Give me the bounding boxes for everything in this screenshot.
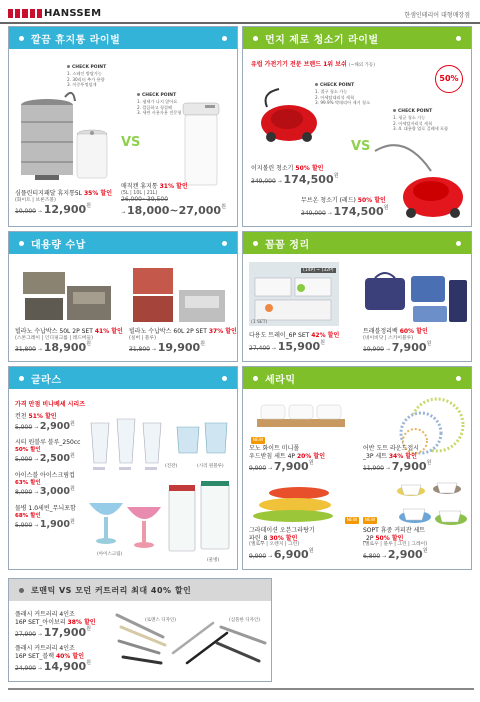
product-vacuum-easy[interactable]: 이지볼린 청소기 50% 할인 349,000 → 174,500원 [251,165,339,186]
gratin-dishes-image [249,483,345,523]
glass-subtitle: 가격 만점 비나베세 시리즈 [15,401,86,408]
water-jugs-image [167,481,233,555]
product-city-blue[interactable]: 시티 원블루 블루_250cc 50% 할인 5,000 → 2,500원 [15,439,81,465]
small-bin-image [75,127,109,181]
product-cutlery-black[interactable]: 플래시 커트러리 4인조 16P SET_블랙 40% 할인 24,900 → 14,900원 [15,645,91,673]
tray-pack-note: (1 SET) [251,320,268,325]
panel-organize [242,231,472,362]
vacuum-subtitle: 유럽 가전기기 전문 브랜드 1위 보쉬 (~해외 가등) [251,61,375,68]
panel-storage [8,231,238,362]
section-bar [9,579,271,601]
new-tag: NEW [364,518,376,523]
section-title: 세라믹 [265,375,296,386]
vs-label: VS [121,135,141,150]
blue-tumblers-image [175,421,231,457]
section-bar [243,367,471,389]
check-point-b: CHECK POINT 1. 평균 청소 가능 2. 아세탈자리석 세척 3. 4. 대용량 업로 걸레세 포함 [393,109,449,132]
mini-bowl-set-image [253,399,349,433]
brand-logo [8,9,42,18]
check-point-a: CHECK POINT 1. 절구 청소 가능 2. 아세탈대리석 세척 3. 99.9% 박테리아 제거 청소 [315,83,370,106]
product-dot-plates[interactable]: 어반 도트 라운드접시 _3P 세트 34% 할인 11,900 → 7,900원 [363,445,432,473]
product-storage-50l[interactable]: 빌라노 수납박스 50L 2P SET 41% 할인 (스톤그레이 | 인디핑크를 | 레드버들) 31,800 → 18,900원 [15,328,123,355]
tall-glasses-image [89,417,171,477]
travel-bag-image [361,266,469,326]
new-tag: NEW [346,518,358,523]
product-water-bottle[interactable]: 물병 1.0세빈_무늬포함 68% 할인 5,900 → 1,900원 [15,505,76,531]
ice-cream-cups-image [87,497,167,551]
product-travel-bag[interactable]: 트래블정리백 60% 할인 (네이비닷 | 스카이블루) 19,900 → 7,900원 [363,328,432,355]
store-name: 한샘인테리어 대형매장점 [404,12,470,19]
section-bar [243,232,471,254]
product-storage-60l[interactable]: 빌라노 수납박스 60L 2P SET 37% 할인 (실버 | 블루) 31,800 → 19,900원 [129,328,237,355]
glass-label-a: (진잔) [165,464,178,469]
brand-name: HANSSEM [44,8,102,19]
coffee-cups-image [391,475,471,531]
cutlery-label-a: (로맨스 디자인) [145,618,177,623]
glass-label-d: (물병) [207,558,220,563]
section-title: 글라스 [31,375,62,386]
product-pedal-bin[interactable]: 심플린티지패달 휴지통5L 35% 할인 (화이트 | 브론즈볼) 10,000 → 12,900원 [15,190,112,217]
section-bar [243,27,471,49]
discount-badge: 50% [435,65,463,93]
section-bar [9,367,237,389]
storage-box-pink-image [129,266,229,324]
magic-can-image [179,99,223,189]
section-title: 깔끔 휴지통 라이벌 [31,35,121,46]
glass-label-b: (시리 원블루) [197,464,224,469]
section-title: 먼지 제로 청소기 라이벌 [265,35,379,46]
glass-label-c: (아이스크림) [97,552,123,557]
product-gratin-dish[interactable]: 그라데이션 오븐그라탕기 파린_8 30% 할인 (옐로우 | 오렌지 | 그린) 9,900 → 6,900원 [249,527,315,561]
product-mini-bowl[interactable]: 모노 화이트 미니폴 우드받침 세트 4P 20% 할인 9,900 → 7,900원 [249,445,325,473]
product-ice-cream-cup[interactable]: 아이스블 아이스크림컵 63% 할인 8,000 → 3,000원 [15,472,75,498]
vacuum-red-image [257,85,321,145]
cutlery-label-b: (심플한 디자인) [229,618,261,623]
section-title: 로맨틱 VS 모던 커트러리 최대 40% 할인 [31,586,192,595]
panel-glass [8,366,238,570]
header-rule [0,22,480,24]
panel-vacuum [242,26,472,227]
section-title: 꼼꼼 정리 [265,240,310,251]
header [0,0,480,24]
pedal-bin-image [17,91,77,183]
product-wine-glass[interactable]: 컨천 51% 할인 5,900 → 2,900원 [15,413,75,432]
product-vacuum-move-on[interactable]: 무브온 청소기 (레드) 50% 할인 349,000 → 174,500원 [301,197,389,218]
section-bar [9,232,237,254]
product-tray-set[interactable]: 다용도 트레이_6P SET 42% 할인 27,400 → 15,900원 [249,332,340,353]
product-magic-can[interactable]: 매직캔 휴지통 31% 할인 (5L | 10L | 21L) 26,000~39,500 → 18,000~27,000원 [121,183,226,218]
panel-trash-bins [8,26,238,227]
check-point-b: CHECK POINT 1. 냄새가 나지 않아요 2. 깔끔하고 청결해 3. 세련 사용자용 전문형 [137,93,182,116]
product-cutlery-ivory[interactable]: 플래시 커트러리 4인조 16P SET_아이보리 38% 할인 27,900 → 17,900원 [15,611,96,639]
panel-ceramic [242,366,472,570]
vs-label: VS [351,139,371,154]
panel-cutlery [8,578,272,682]
check-point-a: CHECK POINT 1. 스테인 방탈가능 2. 30리터 추가 용량 3. 이중뚜껑덮개 [67,65,107,88]
storage-box-gray-image [19,268,115,324]
section-bar [9,27,237,49]
footer-rule [8,688,474,690]
section-title: 대용량 수납 [31,240,86,251]
tray-size-note: (14P) ~ (32P) [303,268,334,273]
product-coffee-cup[interactable]: SOPT 휴중 커피잔 세트 _2P 50% 할인 (옐로우 | 블루 | 그린 | 그레이) 6,800 → 2,900원 [363,527,428,561]
new-tag: NEW [252,438,264,443]
